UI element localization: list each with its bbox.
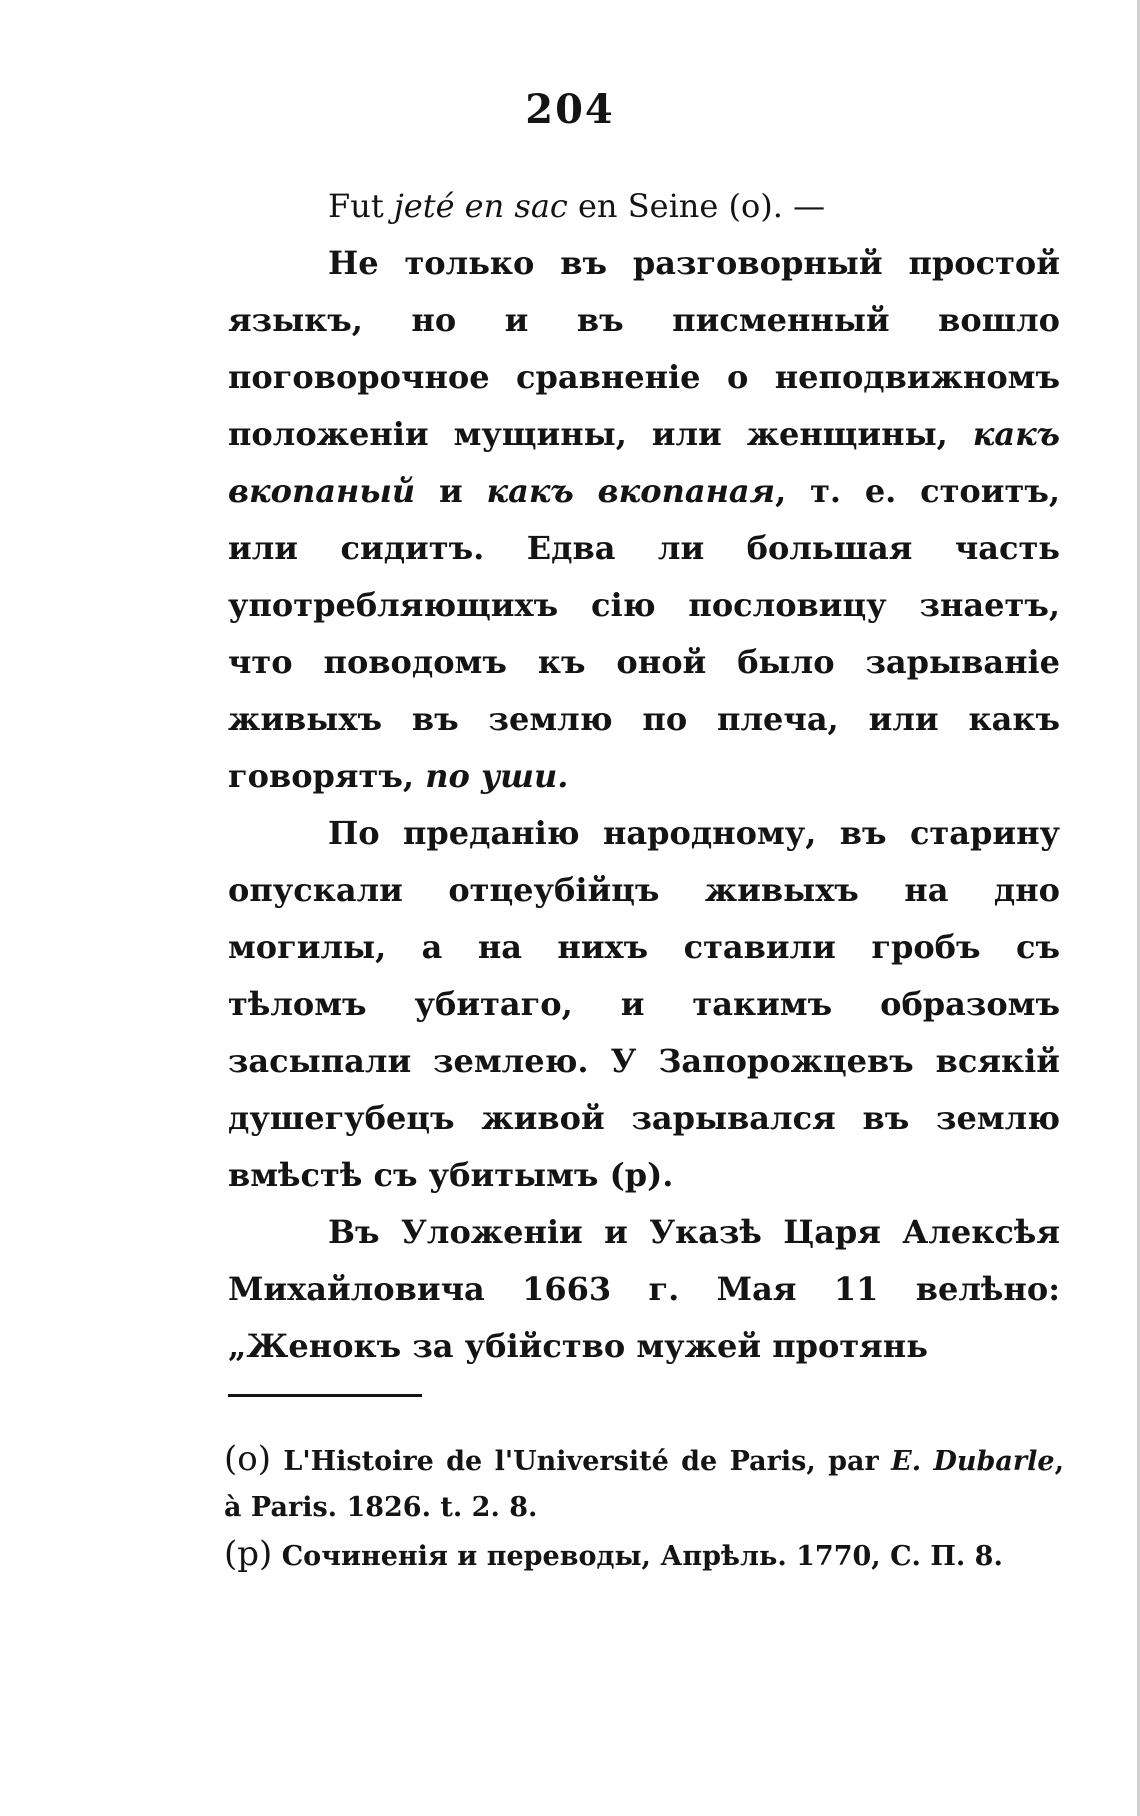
text-run-italic: по уши. (425, 757, 569, 795)
text-run: L'Histoire de l'Université de Paris, par (271, 1446, 892, 1477)
paragraph-1 (228, 178, 1060, 235)
footnote-o (224, 1436, 1064, 1531)
text-run-italic: какъ вкопаный (228, 415, 1060, 510)
text-run: Въ Уложеніи и Указѣ Царя Алексѣя Михайловича 1663 г. Мая 11 велѣно: „Женокъ за убійство мужей протянь (228, 1213, 1060, 1365)
footnote-divider (228, 1394, 422, 1397)
text-run: и (415, 472, 487, 510)
footnote-p (224, 1531, 1064, 1580)
text-run-italic: какъ вкопаная (486, 472, 776, 510)
paragraph-4 (228, 1204, 1060, 1375)
footnotes (224, 1436, 1064, 1580)
body-text (228, 178, 1060, 1375)
page-number: 204 (525, 86, 615, 133)
footnote-mark: (p) (224, 1534, 273, 1574)
text-run: Fut (328, 187, 394, 225)
text-run: , à Paris. 1826. t. 2. 8. (224, 1446, 1064, 1523)
text-run: Сочиненія и переводы, Апрѣль. 1770, С. П. 8. (272, 1541, 1003, 1572)
text-run-italic: jeté en sac (393, 187, 568, 225)
footnote-mark: (o) (224, 1439, 271, 1479)
text-run: По преданію народному, въ старину опускали отцеубійцъ живыхъ на дно могилы, а на нихъ ставили гробъ съ тѣломъ убитаго, и такимъ образомъ засыпали землею. У Запорожцевъ всякій душегубецъ живой зарывался въ землю вмѣстѣ съ убитымъ (р). (228, 814, 1060, 1194)
text-run: en Seine (o). — (567, 187, 826, 225)
text-run: Не только въ разговорный простой языкъ, но и въ писменный вошло поговорочное сравненіе о неподвижномъ положеніи мущины, или женщины, (228, 244, 1060, 453)
text-run: , т. е. стоитъ, или сидитъ. Едва ли большая часть употребляющихъ сію пословицу знаетъ, что поводомъ къ оной было зарываніе живыхъ въ землю по плеча, или какъ говорятъ, (228, 472, 1061, 795)
paragraph-2 (228, 235, 1060, 805)
text-run-italic: E. Dubarle (891, 1446, 1055, 1477)
paragraph-3 (228, 805, 1060, 1204)
